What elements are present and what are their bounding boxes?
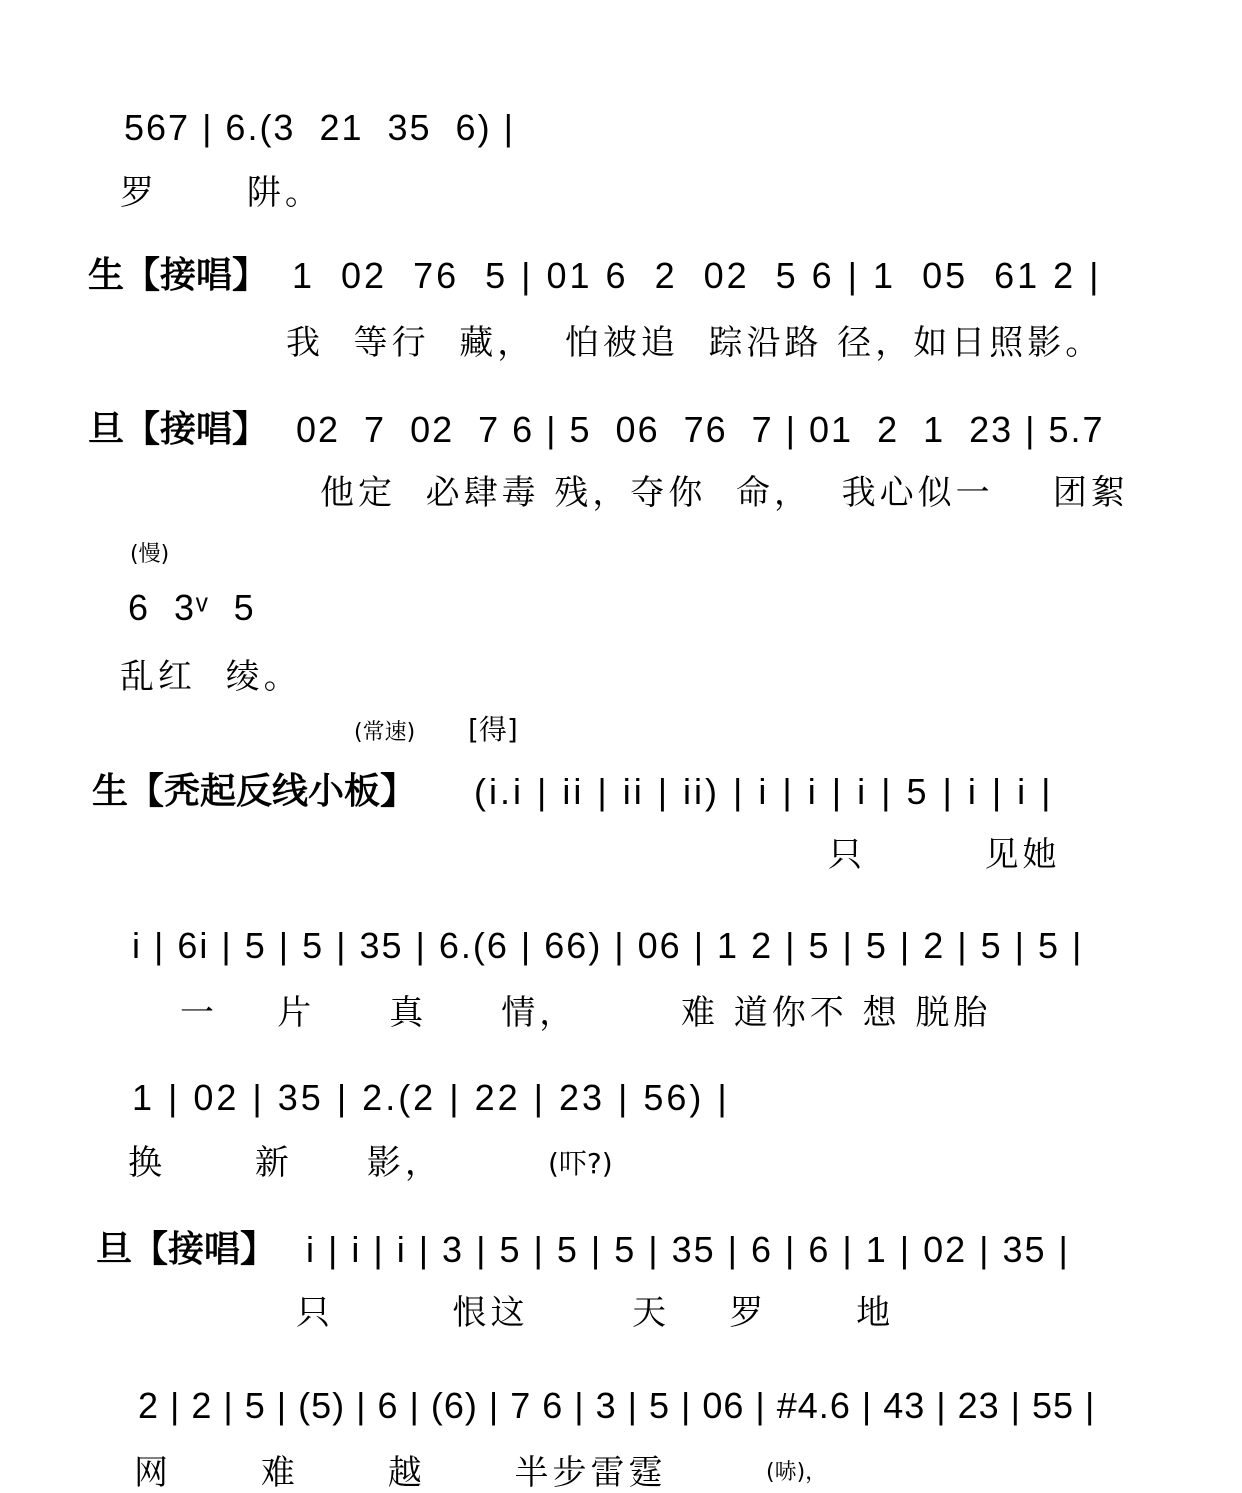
lyrics-line-7: 换 新 影， [128, 1143, 443, 1183]
tempo-mark-slow: (慢) [130, 542, 170, 567]
role-label-sheng-xiaoban: 生【秃起反线小板】 [92, 771, 417, 812]
lyrics-line-9: 网 难 越 半步雷霆 [134, 1453, 667, 1493]
notation-line-3: 02 7 02 7 6 | 5 06 76 7 | 01 2 1 23 | 5.7 [296, 409, 1105, 450]
lyrics-line-4: 乱红 绫。 [120, 657, 302, 697]
role-label-dan: 旦【接唱】 [88, 409, 269, 450]
notation-line-9: 2 | 2 | 5 | (5) | 6 | (6) | 7 6 | 3 | 5 | 06 | #4.6 | 43 | 23 | 55 | [138, 1385, 1096, 1426]
notation-line-2: 1 02 76 5 | 01 6 2 02 5 6 | 1 05 61 2 | [292, 255, 1102, 296]
lyrics-line-2: 我 等行 藏， 怕被追 踪沿路 径，如日照影。 [286, 323, 1104, 363]
lyrics-line-3: 他定 必肆毒 残，夺你 命， 我心似一 团絮 [320, 473, 1129, 513]
aside-exclamation: (吓?) [548, 1147, 613, 1180]
aside-interjection: (哧)， [766, 1460, 828, 1485]
percussion-mark: [得] [468, 713, 518, 746]
role-label-sheng: 生【接唱】 [88, 255, 269, 296]
tempo-mark-normal: (常速) [354, 720, 416, 745]
lyrics-line-5: 只 见她 [828, 835, 1061, 875]
notation-line-1: 567 | 6.(3 21 35 6) | [124, 107, 515, 148]
notation-line-5: (i.i | ii | ii | ii) | i | i | i | 5 | i | i | [474, 771, 1054, 812]
notation-line-6: i | 6i | 5 | 5 | 35 | 6.(6 | 66) | 06 | 1 2 | 5 | 5 | 2 | 5 | 5 | [132, 925, 1084, 966]
lyrics-line-1: 罗 阱。 [120, 173, 323, 213]
notation-line-4: 6 3ᵛ 5 [128, 587, 256, 628]
notation-line-8: i | i | i | 3 | 5 | 5 | 5 | 35 | 6 | 6 | 1 | 02 | 35 | [306, 1229, 1070, 1270]
notation-line-7: 1 | 02 | 35 | 2.(2 | 22 | 23 | 56) | [132, 1077, 730, 1118]
role-label-dan-2: 旦【接唱】 [96, 1229, 277, 1270]
lyrics-line-8: 只 恨这 天 罗 地 [296, 1293, 895, 1333]
lyrics-line-6: 一 片 真 情， 难 道你不 想 脱胎 [180, 993, 992, 1033]
